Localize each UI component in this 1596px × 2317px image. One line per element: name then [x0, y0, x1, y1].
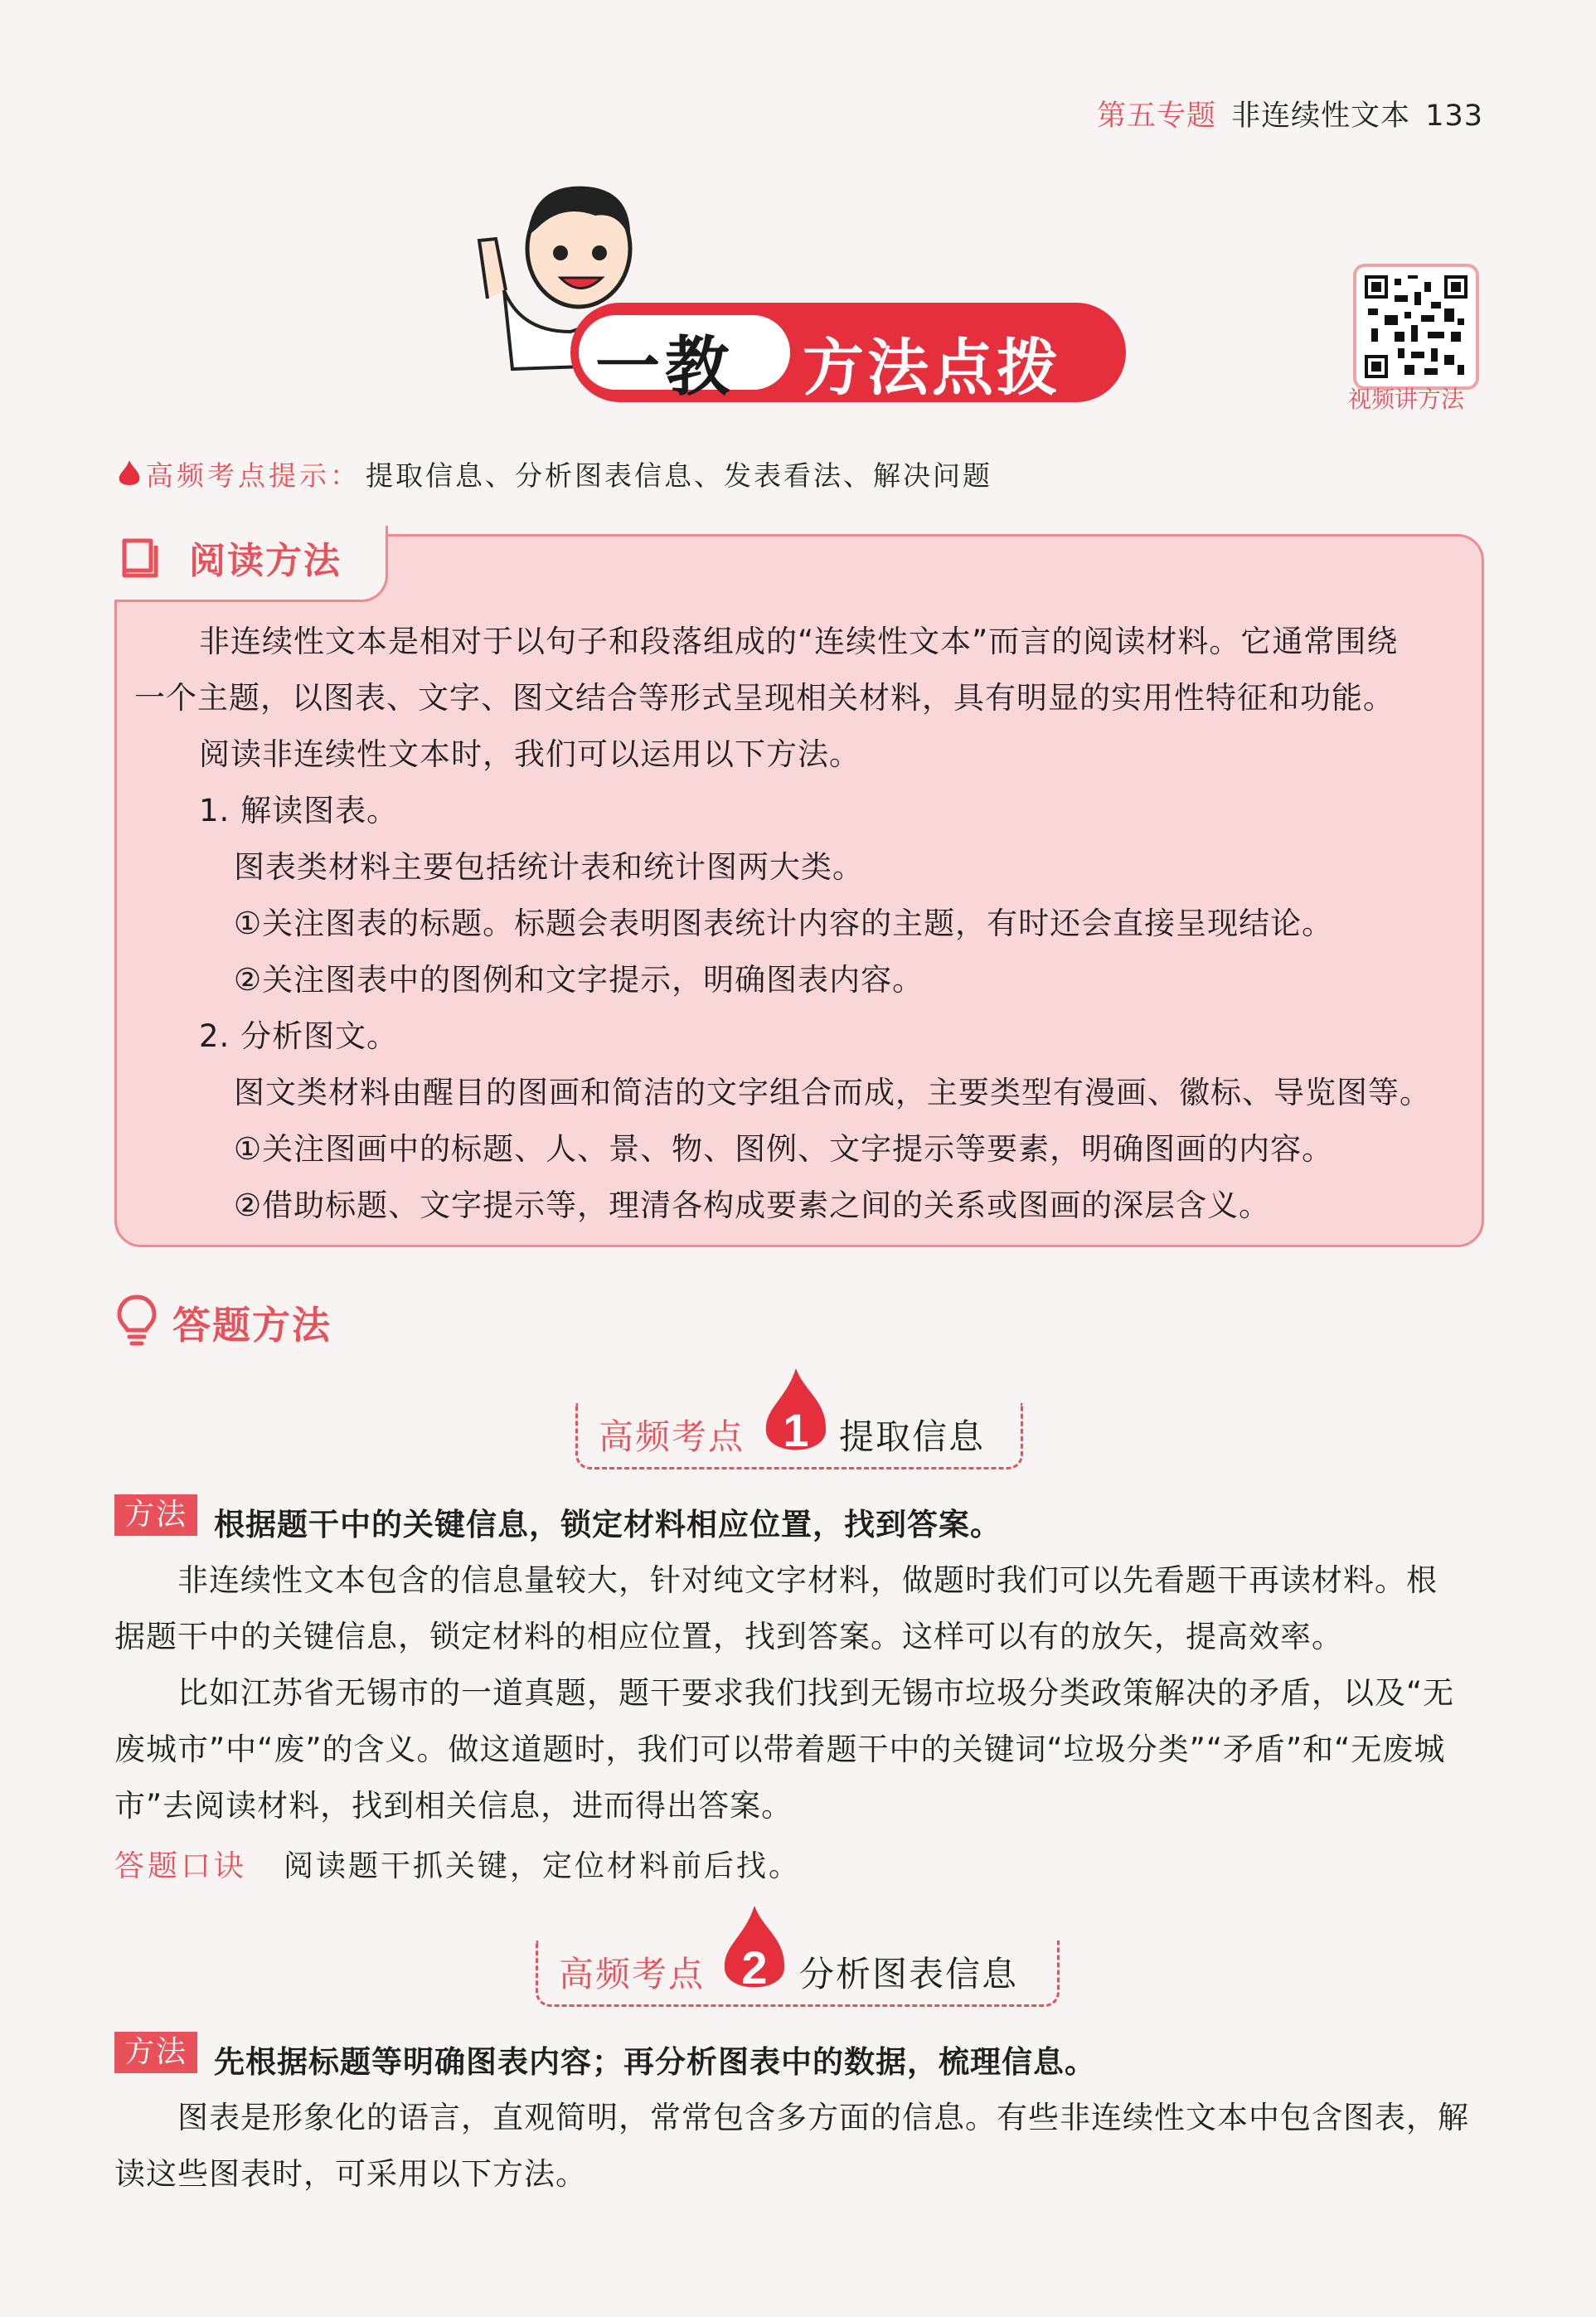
method-tag: 方法	[114, 1494, 197, 1536]
header-title: 非连续性文本	[1231, 100, 1411, 133]
hint-text: 提取信息、分析图表信息、发表看法、解决问题	[366, 459, 992, 492]
key-point-1-title: 提取信息	[839, 1416, 986, 1457]
section-banner	[454, 166, 1134, 415]
banner-left-text: 一教	[595, 330, 735, 405]
body-line: 市”去阅读材料，找到相关信息，进而得出答案。	[114, 1788, 793, 1824]
body-line: 废城市”中“废”的含义。做这道题时，我们可以带着题干中的关键词“垃圾分类”“矛盾”和“无废城	[114, 1732, 1446, 1767]
reading-line: 图文类材料由醒目的图画和简洁的文字组合而成，主要类型有漫画、徽标、导览图等。	[234, 1075, 1431, 1110]
method-tag: 方法	[114, 2032, 197, 2073]
page-header	[1097, 93, 1483, 134]
reading-method-title: 阅读方法	[189, 540, 342, 582]
flame-icon	[118, 460, 141, 488]
flame-number-icon	[720, 1904, 789, 2004]
hint-label: 高频考点提示：	[146, 459, 361, 492]
reading-line: 非连续性文本是相对于以句子和段落组成的“连续性文本”而言的阅读材料。它通常围绕	[199, 624, 1399, 659]
page-number: 133	[1425, 100, 1483, 133]
flame-number-icon	[761, 1367, 831, 1466]
reading-line: ①关注图表的标题。标题会表明图表统计内容的主题，有时还会直接呈现结论。	[234, 906, 1334, 941]
method-1-text: 根据题干中的关键信息，锁定材料相应位置，找到答案。	[214, 1507, 1002, 1542]
method-2-text: 先根据标题等明确图表内容；再分析图表中的数据，梳理信息。	[214, 2044, 1096, 2080]
body-line: 比如江苏省无锡市的一道真题，题干要求我们找到无锡市垃圾分类政策解决的矛盾，以及“无	[177, 1675, 1455, 1711]
reading-line: ①关注图画中的标题、人、景、物、图例、文字提示等要素，明确图画的内容。	[234, 1131, 1334, 1167]
reading-line: 2. 分析图文。	[199, 1018, 399, 1054]
body-line: 读这些图表时，可采用以下方法。	[114, 2156, 587, 2192]
tip-text: 阅读题干抓关键，定位材料前后找。	[284, 1849, 802, 1883]
reading-line: 一个主题，以图表、文字、图文结合等形式呈现相关材料，具有明显的实用性特征和功能。	[134, 680, 1395, 716]
svg-text:1: 1	[783, 1404, 809, 1456]
key-point-2-title: 分析图表信息	[799, 1954, 1019, 1994]
banner-right-text: 方法点拨	[803, 333, 1061, 404]
body-line: 图表是形象化的语言，直观简明，常常包含多方面的信息。有些非连续性文本中包含图表，解	[177, 2100, 1469, 2135]
reading-line: ②关注图表中的图例和文字提示，明确图表内容。	[234, 962, 924, 998]
reading-line: 图表类材料主要包括统计表和统计图两大类。	[234, 849, 864, 885]
exam-hint	[118, 454, 992, 493]
answer-method-title: 答题方法	[172, 1303, 332, 1348]
qr-label: 视频讲方法	[1348, 386, 1465, 413]
lightbulb-icon	[116, 1294, 158, 1347]
body-line: 非连续性文本包含的信息量较大，针对纯文字材料，做题时我们可以先看题干再读材料。根	[177, 1562, 1438, 1598]
reading-line: ②借助标题、文字提示等，理清各构成要素之间的关系或图画的深层含义。	[234, 1188, 1271, 1223]
key-point-2-label: 高频考点	[559, 1954, 706, 1994]
answer-tip	[114, 1843, 801, 1885]
qr-icon	[1365, 275, 1467, 378]
body-line: 据题干中的关键信息，锁定材料的相应位置，找到答案。这样可以有的放矢，提高效率。	[114, 1619, 1343, 1654]
key-point-1-label: 高频考点	[599, 1416, 745, 1457]
reading-line: 1. 解读图表。	[199, 793, 399, 828]
svg-text:2: 2	[741, 1941, 768, 1994]
header-topic: 第五专题	[1097, 100, 1217, 133]
book-icon	[118, 534, 164, 580]
qr-code[interactable]	[1353, 264, 1479, 390]
tip-label: 答题口诀	[114, 1849, 248, 1883]
reading-line: 阅读非连续性文本时，我们可以运用以下方法。	[199, 736, 861, 772]
